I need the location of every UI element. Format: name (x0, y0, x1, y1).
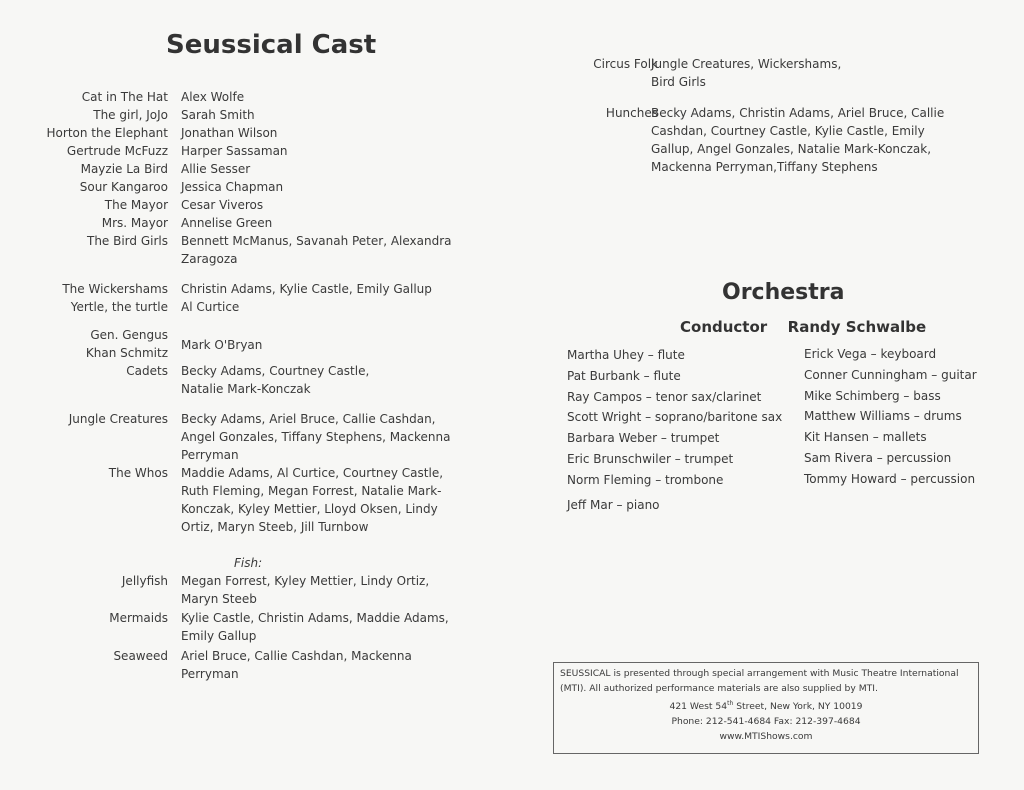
role-name: Cat in The Hat (81, 90, 168, 104)
notice-phone: Phone: 212-541-4684 Fax: 212-397-4684 (671, 716, 861, 728)
role-name: Horton the Elephant (46, 126, 168, 140)
musician: Pat Burbank – flute (567, 368, 681, 383)
actor-names: Jonathan Wilson (181, 126, 278, 140)
musician: Sam Rivera – percussion (804, 450, 952, 465)
role-name: Yertle, the turtle (70, 300, 168, 314)
address-street: 421 West 54 (669, 701, 728, 713)
role-name: Circus Folk (593, 57, 658, 71)
cast-title: Seussical Cast (166, 30, 377, 60)
musician: Ray Campos – tenor sax/clarinet (567, 389, 762, 404)
orchestra-title: Orchestra (722, 280, 845, 305)
address-ordinal: th (727, 700, 734, 707)
role-name: The girl, JoJo (93, 108, 168, 122)
licensing-notice (553, 662, 979, 754)
actor-names: Jungle Creatures, Wickershams, Bird Girls (651, 57, 842, 89)
role-name: Jellyfish (121, 574, 168, 588)
actor-names: Mark O'Bryan (181, 338, 263, 352)
musician: Matthew Williams – drums (804, 409, 962, 424)
role-name: Mrs. Mayor (101, 216, 168, 230)
actor-names: Annelise Green (181, 216, 273, 230)
musician: Jeff Mar – piano (567, 497, 660, 512)
actor-names: Megan Forrest, Kyley Mettier, Lindy Ortiz, Maryn Steeb (181, 574, 430, 606)
actor-names: Al Curtice (181, 300, 240, 314)
conductor-line (680, 318, 926, 336)
role-name: The Whos (108, 466, 168, 480)
actor-names: Sarah Smith (181, 108, 255, 122)
musician: Eric Brunschwiler – trumpet (567, 451, 734, 466)
role-name: Seaweed (113, 649, 168, 663)
actor-names: Becky Adams, Courtney Castle, Natalie Mark-Konczak (181, 364, 370, 396)
musician: Tommy Howard – percussion (804, 471, 976, 486)
notice-address (560, 696, 972, 714)
musician: Martha Uhey – flute (567, 348, 685, 362)
musician: Conner Cunningham – guitar (804, 367, 977, 382)
actor-names: Alex Wolfe (181, 90, 245, 104)
musician: Barbara Weber – trumpet (567, 431, 720, 446)
conductor-name: Randy Schwalbe (787, 318, 927, 336)
orchestra-left-column (567, 345, 782, 515)
role-name: Hunches (605, 106, 658, 120)
conductor-label: Conductor (680, 318, 768, 336)
role-name: The Bird Girls (86, 234, 168, 248)
actor-names: Bennett McManus, Savanah Peter, Alexandra Zaragoza (181, 234, 452, 266)
actor-names: Ariel Bruce, Callie Cashdan, Mackenna Perryman (181, 649, 412, 681)
actor-names: Kylie Castle, Christin Adams, Maddie Adams, Emily Gallup (181, 611, 449, 643)
actor-names: Maddie Adams, Al Curtice, Courtney Castle, Ruth Fleming, Megan Forrest, Natalie Mark-Konczak, Kyley Mettier, Lloyd Oksen, Lindy Ortiz, Maryn Steeb, Jill Turnbow (181, 466, 444, 534)
actor-names: Cesar Viveros (181, 198, 264, 212)
musician: Norm Fleming – trombone (567, 472, 724, 487)
actor-names: Allie Sesser (181, 162, 251, 176)
role-name: Jungle Creatures (68, 412, 168, 426)
role-name: Sour Kangaroo (79, 180, 168, 194)
address-city: Street, New York, NY 10019 (733, 701, 863, 713)
role-name: Cadets (126, 364, 168, 378)
musician: Erick Vega – keyboard (804, 347, 937, 361)
notice-web: www.MTIShows.com (719, 731, 813, 743)
musician: Kit Hansen – mallets (804, 430, 927, 445)
role-name: Mermaids (109, 611, 168, 625)
role-name: Khan Schmitz (85, 346, 168, 360)
fish-heading: Fish: (234, 556, 263, 570)
musician: Scott Wright – soprano/baritone sax (567, 410, 783, 425)
musician: Mike Schimberg – bass (804, 388, 941, 403)
role-name: Gen. Gengus (90, 328, 168, 342)
actor-names: Harper Sassaman (181, 144, 288, 158)
role-name: The Wickershams (62, 282, 168, 296)
actor-names: Jessica Chapman (181, 180, 284, 194)
notice-text: SEUSSICAL is presented through special arrangement with Music Theatre International (MTI). All authorized performance materials are also supplied by MTI. (560, 668, 959, 694)
orchestra-right-column (804, 344, 977, 490)
role-name: Mayzie La Bird (80, 162, 168, 176)
actor-names: Christin Adams, Kylie Castle, Emily Gallup (181, 282, 432, 296)
actor-names: Becky Adams, Ariel Bruce, Callie Cashdan, Angel Gonzales, Tiffany Stephens, Mackenna Perryman (181, 412, 451, 462)
actor-names: Becky Adams, Christin Adams, Ariel Bruce, Callie Cashdan, Courtney Castle, Kylie Castle, Emily Gallup, Angel Gonzales, Natalie Mark-Konczak, Mackenna Perryman,Tiffany Stephens (651, 106, 945, 174)
role-name: The Mayor (104, 198, 168, 212)
role-name: Gertrude McFuzz (66, 144, 168, 158)
